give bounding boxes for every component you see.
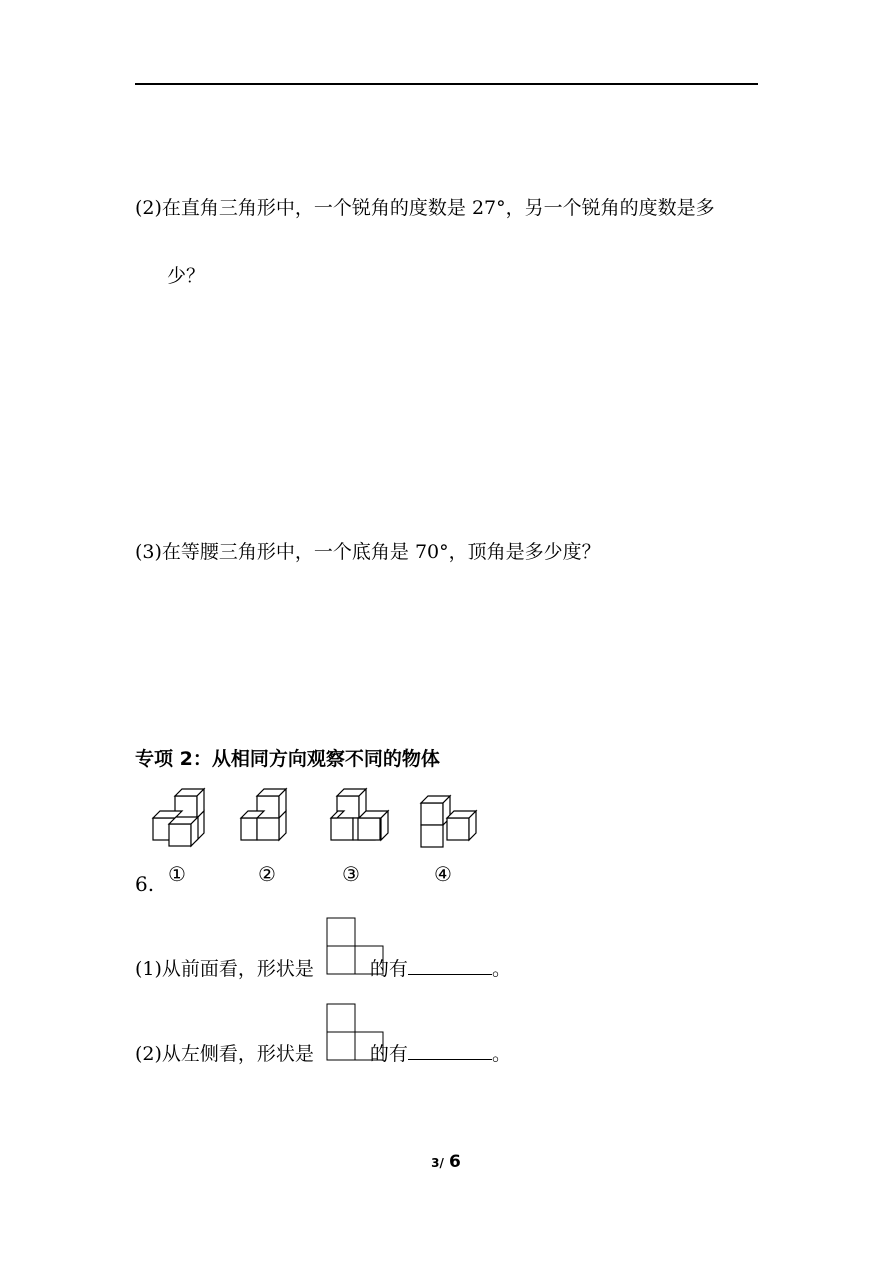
section-title: 专项 2：从相同方向观察不同的物体 (135, 748, 440, 770)
question-6-1-end: 。 (491, 958, 511, 980)
figure-label-1: ① (168, 862, 186, 886)
question-6-2 (135, 1041, 511, 1066)
question-6-2-prefix: (2)从左侧看，形状是 (135, 1043, 314, 1065)
question-6-1-suffix: 的有 (369, 958, 408, 980)
question-6-2-end: 。 (491, 1043, 511, 1065)
figure-label-4: ④ (434, 862, 452, 886)
question-2-line-1: (2)在直角三角形中，一个锐角的度数是 27°，另一个锐角的度数是多 (135, 197, 715, 219)
figure-label-2: ② (258, 862, 276, 886)
question-3-text: (3)在等腰三角形中，一个底角是 70°，顶角是多少度？ (135, 541, 601, 563)
figure-3 (331, 789, 388, 840)
answer-blank-1[interactable] (408, 956, 492, 975)
question-6-2-suffix: 的有 (369, 1043, 408, 1065)
figure-4 (421, 796, 476, 847)
page-total: 6 (448, 1152, 461, 1172)
question-6-number: 6. (135, 872, 155, 896)
front-view-shape (326, 917, 384, 977)
cube-figures (145, 785, 495, 855)
question-6-1-prefix: (1)从前面看，形状是 (135, 958, 314, 980)
question-6-1 (135, 956, 511, 981)
left-view-shape (326, 1003, 384, 1063)
header-rule (135, 83, 758, 85)
figure-1 (153, 789, 204, 846)
figure-2 (241, 789, 286, 840)
page-number: 3/ (431, 1156, 444, 1170)
figure-label-3: ③ (342, 862, 360, 886)
answer-blank-2[interactable] (408, 1041, 492, 1060)
question-2-line-2: 少？ (167, 265, 206, 287)
page-footer (0, 1152, 892, 1172)
